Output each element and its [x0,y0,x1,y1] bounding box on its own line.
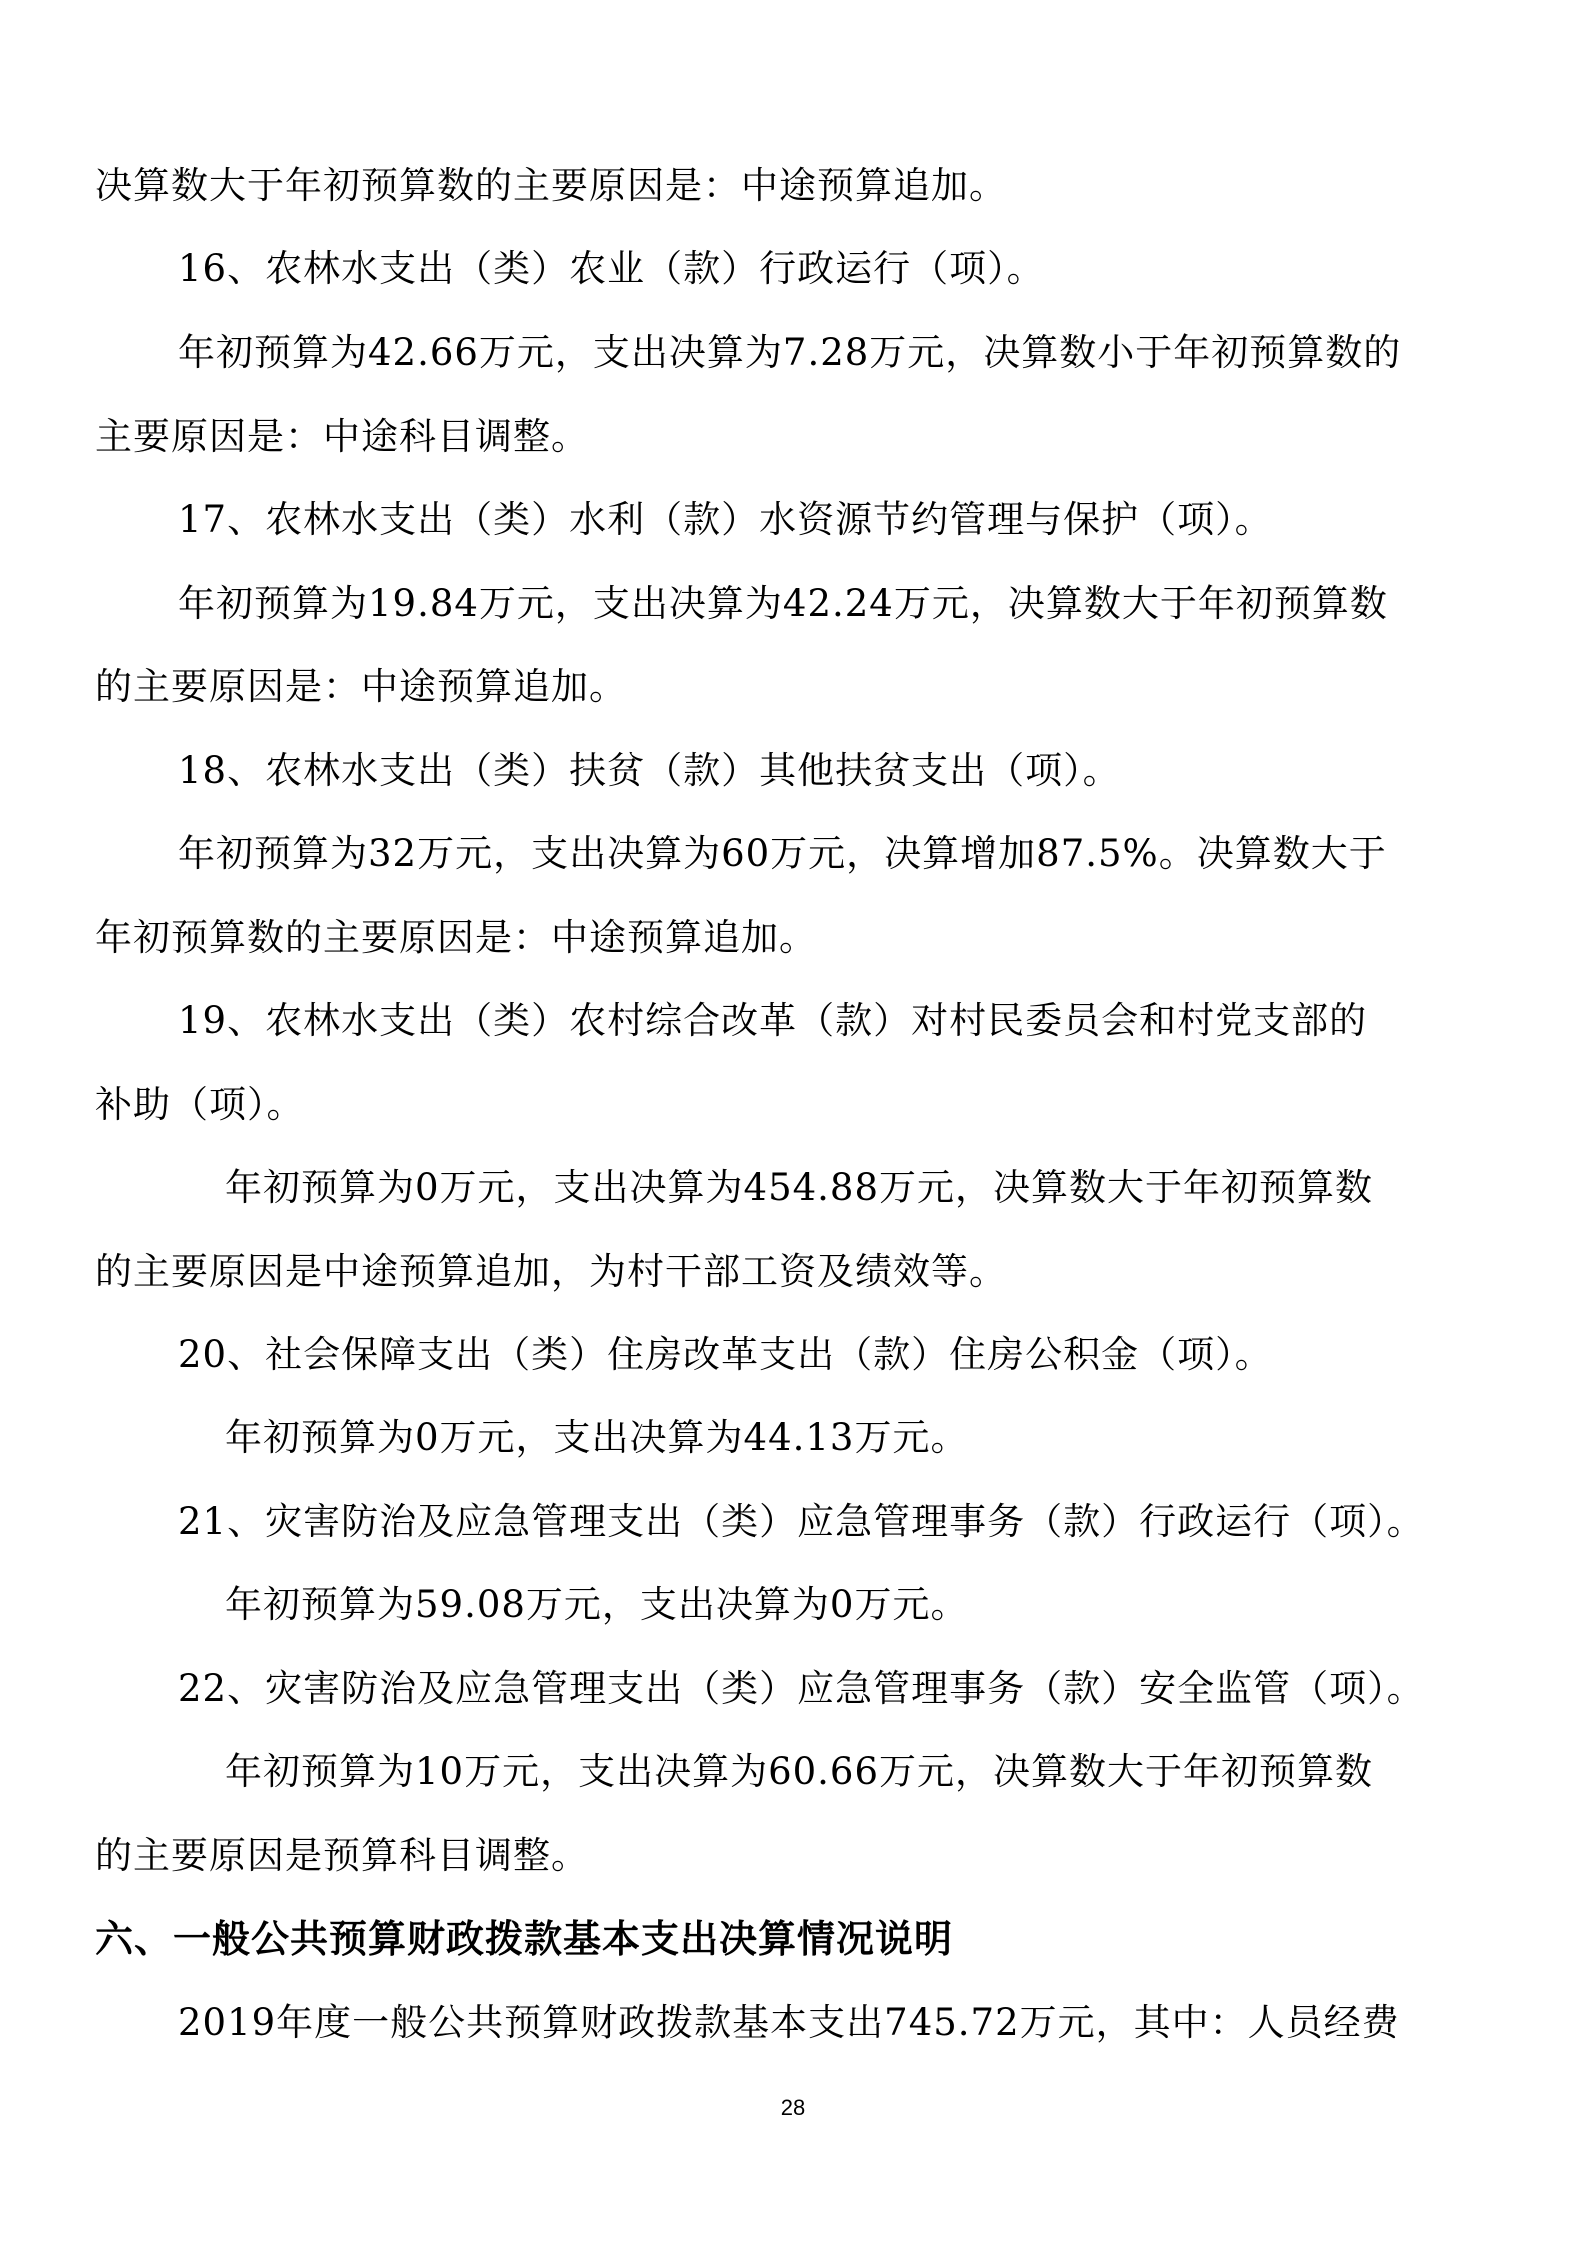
paragraph-line: 2019年度一般公共预算财政拨款基本支出745.72万元，其中：人员经费 [178,2001,1400,2044]
paragraph-line: 的主要原因是预算科目调整。 [95,1834,589,1877]
item-heading-19: 19、农林水支出（类）农村综合改革（款）对村民委员会和村党支部的 [178,999,1368,1042]
paragraph-line: 年初预算为10万元，支出决算为60.66万元，决算数大于年初预算数 [225,1750,1374,1793]
item-heading-19-continued: 补助（项）。 [95,1083,305,1126]
page-number: 28 [780,2095,806,2120]
paragraph-line: 决算数大于年初预算数的主要原因是：中途预算追加。 [95,164,1007,207]
item-heading-16: 16、农林水支出（类）农业（款）行政运行（项）。 [178,247,1045,290]
item-heading-17: 17、农林水支出（类）水利（款）水资源节约管理与保护（项）。 [178,498,1273,541]
paragraph-line: 年初预算为0万元，支出决算为44.13万元。 [225,1416,969,1459]
section-heading: 六、一般公共预算财政拨款基本支出决算情况说明 [95,1917,954,1961]
paragraph-line: 年初预算为32万元，支出决算为60万元，决算增加87.5%。决算数大于 [178,832,1387,875]
item-heading-21: 21、灾害防治及应急管理支出（类）应急管理事务（款）行政运行（项）。 [178,1500,1425,1543]
paragraph-line: 年初预算为59.08万元，支出决算为0万元。 [225,1583,969,1626]
paragraph-line: 年初预算为19.84万元，支出决算为42.24万元，决算数大于年初预算数 [178,582,1388,625]
item-heading-18: 18、农林水支出（类）扶贫（款）其他扶贫支出（项）。 [178,749,1121,792]
item-heading-22: 22、灾害防治及应急管理支出（类）应急管理事务（款）安全监管（项）。 [178,1667,1425,1710]
paragraph-line: 年初预算为0万元，支出决算为454.88万元，决算数大于年初预算数 [225,1166,1374,1209]
item-heading-20: 20、社会保障支出（类）住房改革支出（款）住房公积金（项）。 [178,1333,1273,1376]
paragraph-line: 的主要原因是：中途预算追加。 [95,665,627,708]
paragraph-line: 年初预算为42.66万元，支出决算为7.28万元，决算数小于年初预算数的 [178,331,1402,374]
paragraph-line: 的主要原因是中途预算追加，为村干部工资及绩效等。 [95,1250,1007,1293]
paragraph-line: 主要原因是：中途科目调整。 [95,415,589,458]
paragraph-line: 年初预算数的主要原因是：中途预算追加。 [95,916,817,959]
